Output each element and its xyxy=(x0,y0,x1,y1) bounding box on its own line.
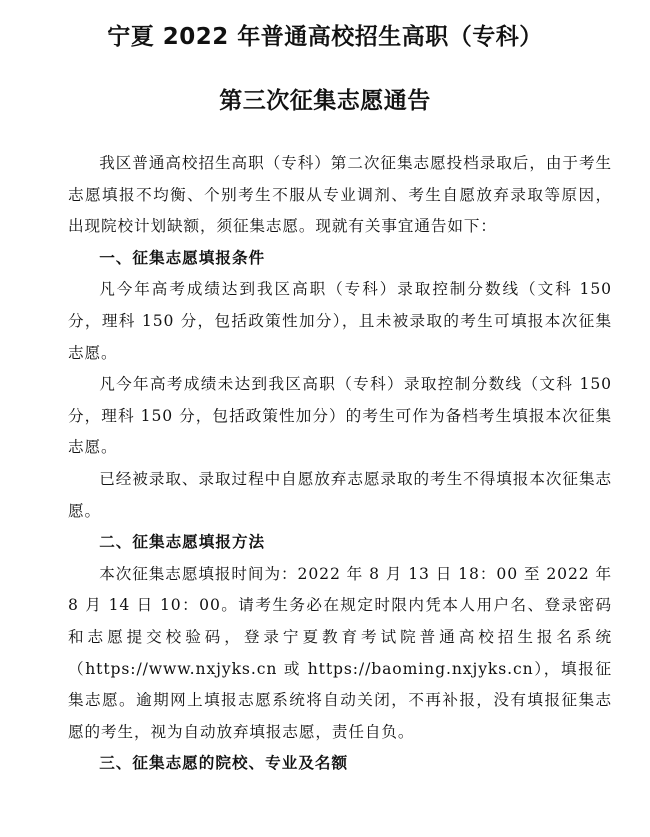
section-1-paragraph-3: 已经被录取、录取过程中自愿放弃志愿录取的考生不得填报本次征集志愿。 xyxy=(68,469,612,520)
section-2-paragraph: 本次征集志愿填报时间为：2022 年 8 月 13 日 18：00 至 2022 年 8 月 14 日 10：00。请考生务必在规定时限内凭本人用户名、登录密码和志愿提交校验码，登录宁夏教育考试院普通高校招生报名系统（https://www.nxjyks.cn 或 https://baoming.nxjyks.cn），填报征集志愿。逾期网上填报志愿系统将自动关闭，不再补报，没有填报征集志愿的考生，视为自动放弃填报志愿，责任自负。 xyxy=(68,564,612,741)
notice-title-line-1: 宁夏 2022 年普通高校招生高职（专科） xyxy=(107,24,543,50)
notice-body xyxy=(68,148,612,780)
section-1-paragraph-2: 凡今年高考成绩未达到我区高职（专科）录取控制分数线（文科 150 分，理科 150 分，包括政策性加分）的考生可作为备档考生填报本次征集志愿。 xyxy=(68,375,612,457)
notice-title-line-2: 第三次征集志愿通告 xyxy=(219,88,431,114)
section-1-heading: 一、征集志愿填报条件 xyxy=(99,248,266,267)
section-3-heading: 三、征集志愿的院校、专业及名额 xyxy=(99,754,349,773)
intro-paragraph: 我区普通高校招生高职（专科）第二次征集志愿投档录取后，由于考生志愿填报不均衡、个别考生不服从专业调剂、考生自愿放弃录取等原因，出现院校计划缺额，须征集志愿。现就有关事宜通告如下： xyxy=(68,154,612,236)
section-1-paragraph-1: 凡今年高考成绩达到我区高职（专科）录取控制分数线（文科 150 分，理科 150 分，包括政策性加分），且未被录取的考生可填报本次征集志愿。 xyxy=(68,280,612,362)
section-2-heading: 二、征集志愿填报方法 xyxy=(99,533,266,552)
